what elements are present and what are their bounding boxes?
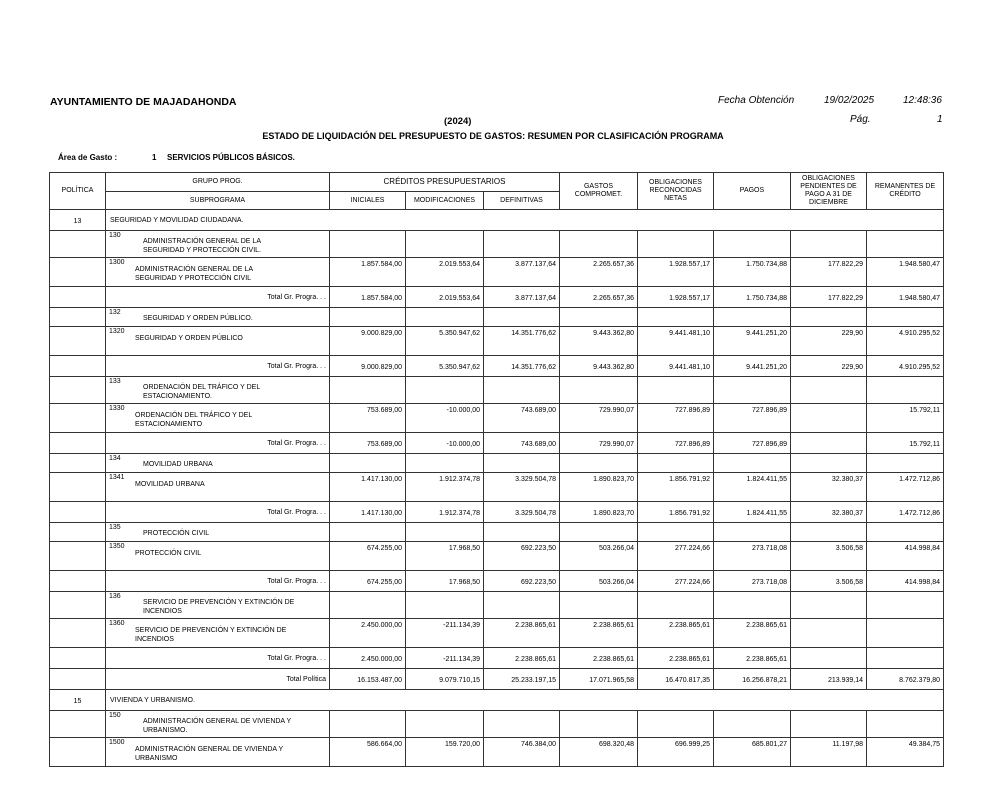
amount-cell: 743.689,00 [484, 433, 560, 454]
amount-cell: 9.441.481,10 [638, 356, 714, 377]
fecha-value: 19/02/2025 [824, 95, 875, 106]
total-grupo-row [50, 433, 944, 454]
amount-cell: 17.968,50 [406, 571, 484, 592]
amount-cell: 698.320,48 [560, 738, 638, 767]
total-grupo-row [50, 287, 944, 308]
amount-cell: 1.857.584,00 [330, 287, 406, 308]
text-cell: 1500 [109, 739, 125, 746]
text-cell: Total Gr. Progra. . . [106, 287, 330, 308]
amount-cell: 2.019.553,64 [406, 287, 484, 308]
text-cell: 130 [109, 232, 121, 239]
amount-cell: 277.224,66 [638, 571, 714, 592]
text-cell: 13 [50, 210, 106, 231]
amount-cell: 2.238.865,61 [638, 648, 714, 669]
text-cell: Total Gr. Progra. . . [106, 356, 330, 377]
text-cell: ADMINISTRACIÓN GENERAL DE LA SEGURIDAD Y PROTECCIÓN CIVIL [135, 266, 253, 282]
subprograma-row [50, 473, 944, 502]
amount-cell: 14.351.776,62 [484, 356, 560, 377]
amount-cell: 9.443.362,80 [560, 356, 638, 377]
amount-cell: 3.877.137,64 [484, 287, 560, 308]
amount-cell: 277.224,66 [638, 542, 714, 571]
text-cell: Total Gr. Progra. . . [106, 571, 330, 592]
text-cell: PROTECCIÓN CIVIL [143, 530, 210, 537]
subprograma-row [50, 738, 944, 767]
text-cell: VIVIENDA Y URBANISMO. [106, 690, 944, 711]
amount-cell: 9.441.251,20 [714, 327, 791, 356]
amount-cell: -211.134,39 [406, 648, 484, 669]
amount-cell: 727.896,89 [638, 433, 714, 454]
amount-cell: 1.417.130,00 [330, 502, 406, 523]
text-cell: PROTECCIÓN CIVIL [135, 550, 202, 557]
amount-cell: 692.223,50 [484, 571, 560, 592]
text-cell: SEGURIDAD Y ORDEN PÚBLICO [135, 335, 243, 342]
col-subprograma: SUBPROGRAMA [106, 192, 330, 210]
col-pendientes: OBLIGACIONES PENDIENTES DE PAGO A 31 DE DICIEMBRE [791, 173, 867, 210]
text-cell: MOVILIDAD URBANA [143, 461, 213, 468]
amount-cell: 17.968,50 [406, 542, 484, 571]
amount-cell: 3.329.504,78 [484, 502, 560, 523]
amount-cell: 1.890.823,70 [560, 502, 638, 523]
amount-cell: 1.928.557,17 [638, 287, 714, 308]
amount-cell: 729.990,07 [560, 433, 638, 454]
amount-cell: 9.443.362,80 [560, 327, 638, 356]
area-name: SERVICIOS PÚBLICOS BÁSICOS. [167, 153, 295, 162]
amount-cell: 1.750.734,88 [714, 287, 791, 308]
amount-cell: -10.000,00 [406, 404, 484, 433]
amount-cell: 753.689,00 [330, 433, 406, 454]
text-cell: Total Gr. Progra. . . [106, 502, 330, 523]
amount-cell: 727.896,89 [714, 404, 791, 433]
text-cell: SERVICIO DE PREVENCIÓN Y EXTINCIÓN DE INCENDIOS [143, 599, 295, 615]
politica-row [50, 210, 944, 231]
col-iniciales: INICIALES [330, 192, 406, 210]
grupo-row [50, 231, 944, 258]
amount-cell: 229,90 [791, 356, 867, 377]
amount-cell: 414.998,84 [867, 542, 944, 571]
amount-cell: 15.792,11 [867, 404, 944, 433]
amount-cell: 729.990,07 [560, 404, 638, 433]
amount-cell: 1.912.374,78 [406, 473, 484, 502]
amount-cell: 674.255,00 [330, 542, 406, 571]
amount-cell: 1.417.130,00 [330, 473, 406, 502]
amount-cell: 159.720,00 [406, 738, 484, 767]
amount-cell: 17.071.965,58 [560, 669, 638, 690]
amount-cell [867, 648, 944, 669]
grupo-row [50, 308, 944, 327]
amount-cell: -10.000,00 [406, 433, 484, 454]
amount-cell: 503.266,04 [560, 571, 638, 592]
amount-cell: 2.450.000,00 [330, 619, 406, 648]
amount-cell: 503.266,04 [560, 542, 638, 571]
grupo-row [50, 711, 944, 738]
amount-cell: 753.689,00 [330, 404, 406, 433]
amount-cell: -211.134,39 [406, 619, 484, 648]
amount-cell: 16.153.487,00 [330, 669, 406, 690]
amount-cell: 1.472.712,86 [867, 473, 944, 502]
col-pagos: PAGOS [714, 173, 791, 210]
amount-cell: 177.822,29 [791, 287, 867, 308]
amount-cell: 3.506,58 [791, 542, 867, 571]
amount-cell: 9.441.481,10 [638, 327, 714, 356]
grupo-row [50, 523, 944, 542]
amount-cell: 229,90 [791, 327, 867, 356]
amount-cell: 2.238.865,61 [484, 619, 560, 648]
amount-cell: 2.238.865,61 [714, 648, 791, 669]
amount-cell: 32.380,37 [791, 502, 867, 523]
col-gastos: GASTOS COMPROMET. [560, 173, 638, 210]
subprograma-row [50, 404, 944, 433]
amount-cell: 16.256.878,21 [714, 669, 791, 690]
total-politica-row [50, 669, 944, 690]
grupo-row [50, 592, 944, 619]
amount-cell: 1.948.580,47 [867, 258, 944, 287]
text-cell: 1350 [109, 543, 125, 550]
report-year: (2024) [444, 116, 472, 127]
col-grupo-prog: GRUPO PROG. [106, 173, 330, 192]
amount-cell: 727.896,89 [638, 404, 714, 433]
amount-cell [791, 648, 867, 669]
text-cell: SEGURIDAD Y MOVILIDAD CIUDADANA. [106, 210, 944, 231]
amount-cell: 674.255,00 [330, 571, 406, 592]
total-grupo-row [50, 356, 944, 377]
amount-cell [791, 619, 867, 648]
text-cell: Total Gr. Progra. . . [106, 433, 330, 454]
amount-cell: 8.762.379,80 [867, 669, 944, 690]
amount-cell: 49.384,75 [867, 738, 944, 767]
subprograma-row [50, 619, 944, 648]
text-cell: ADMINISTRACIÓN GENERAL DE VIVIENDA Y URBANISMO. [143, 718, 292, 734]
amount-cell: 213.939,14 [791, 669, 867, 690]
text-cell: 1300 [109, 259, 125, 266]
subprograma-row [50, 327, 944, 356]
amount-cell: 1.857.584,00 [330, 258, 406, 287]
amount-cell: 1.750.734,88 [714, 258, 791, 287]
amount-cell: 177.822,29 [791, 258, 867, 287]
col-politica: POLÍTICA [50, 173, 106, 210]
amount-cell [867, 619, 944, 648]
amount-cell: 1.472.712,86 [867, 502, 944, 523]
text-cell: MOVILIDAD URBANA [135, 481, 205, 488]
fecha-label: Fecha Obtención [718, 95, 795, 106]
amount-cell: 696.999,25 [638, 738, 714, 767]
amount-cell: 1.948.580,47 [867, 287, 944, 308]
amount-cell: 4.910.295,52 [867, 327, 944, 356]
amount-cell: 2.238.865,61 [560, 648, 638, 669]
amount-cell: 743.689,00 [484, 404, 560, 433]
amount-cell: 3.877.137,64 [484, 258, 560, 287]
amount-cell: 1.856.791,92 [638, 502, 714, 523]
text-cell: ORDENACIÓN DEL TRÁFICO Y DEL ESTACIONAMIENTO [135, 412, 252, 428]
amount-cell: 32.380,37 [791, 473, 867, 502]
page-label: Pág. [850, 114, 871, 125]
amount-cell: 746.384,00 [484, 738, 560, 767]
total-grupo-row [50, 571, 944, 592]
text-cell: 150 [109, 712, 121, 719]
col-modificaciones: MODIFICACIONES [406, 192, 484, 210]
organization-name: AYUNTAMIENTO DE MAJADAHONDA [50, 96, 237, 108]
total-grupo-row [50, 648, 944, 669]
amount-cell: 9.079.710,15 [406, 669, 484, 690]
amount-cell: 2.238.865,61 [638, 619, 714, 648]
text-cell: Total Política [106, 669, 330, 690]
amount-cell [791, 404, 867, 433]
text-cell: 1320 [109, 328, 125, 335]
amount-cell: 14.351.776,62 [484, 327, 560, 356]
grupo-row [50, 454, 944, 473]
report-title: ESTADO DE LIQUIDACIÓN DEL PRESUPUESTO DE GASTOS: RESUMEN POR CLASIFICACIÓN PROGRAMA [262, 131, 724, 141]
text-cell: Total Gr. Progra. . . [106, 648, 330, 669]
amount-cell [791, 433, 867, 454]
text-cell: SEGURIDAD Y ORDEN PÚBLICO. [143, 315, 253, 322]
col-remanentes: REMANENTES DE CRÉDITO [867, 173, 944, 210]
col-obligaciones: OBLIGACIONES RECONOCIDAS NETAS [638, 173, 714, 210]
col-creditos: CRÉDITOS PRESUPUESTARIOS [330, 173, 560, 192]
liquidation-table [49, 172, 944, 767]
text-cell: 15 [50, 690, 106, 711]
amount-cell: 11.197,98 [791, 738, 867, 767]
grupo-row [50, 377, 944, 404]
amount-cell: 5.350.947,62 [406, 327, 484, 356]
amount-cell: 1.912.374,78 [406, 502, 484, 523]
amount-cell: 4.910.295,52 [867, 356, 944, 377]
amount-cell: 1.824.411,55 [714, 473, 791, 502]
amount-cell: 2.265.657,36 [560, 287, 638, 308]
area-number: 1 [152, 153, 157, 162]
text-cell: ADMINISTRACIÓN GENERAL DE LA SEGURIDAD Y PROTECCIÓN CIVIL. [143, 238, 261, 254]
amount-cell: 9.000.829,00 [330, 327, 406, 356]
amount-cell: 273.718,08 [714, 542, 791, 571]
politica-row [50, 690, 944, 711]
amount-cell: 1.890.823,70 [560, 473, 638, 502]
text-cell: ADMINISTRACIÓN GENERAL DE VIVIENDA Y URBANISMO [135, 746, 284, 762]
amount-cell: 15.792,11 [867, 433, 944, 454]
amount-cell: 692.223,50 [484, 542, 560, 571]
amount-cell: 1.856.791,92 [638, 473, 714, 502]
text-cell: 132 [109, 309, 121, 316]
amount-cell: 3.329.504,78 [484, 473, 560, 502]
amount-cell: 2.238.865,61 [714, 619, 791, 648]
amount-cell: 685.801,27 [714, 738, 791, 767]
amount-cell: 2.265.657,36 [560, 258, 638, 287]
amount-cell: 25.233.197,15 [484, 669, 560, 690]
col-definitivas: DEFINITIVAS [484, 192, 560, 210]
amount-cell: 2.238.865,61 [484, 648, 560, 669]
text-cell: 1330 [109, 405, 125, 412]
text-cell: 133 [109, 378, 121, 385]
subprograma-row [50, 542, 944, 571]
amount-cell: 5.350.947,62 [406, 356, 484, 377]
amount-cell: 16.470.817,35 [638, 669, 714, 690]
amount-cell: 1.824.411,55 [714, 502, 791, 523]
text-cell: 136 [109, 593, 121, 600]
subprograma-row [50, 258, 944, 287]
amount-cell: 727.896,89 [714, 433, 791, 454]
amount-cell: 9.000.829,00 [330, 356, 406, 377]
text-cell: 1341 [109, 474, 125, 481]
amount-cell: 2.238.865,61 [560, 619, 638, 648]
text-cell: 134 [109, 455, 121, 462]
text-cell: ORDENACIÓN DEL TRÁFICO Y DEL ESTACIONAMIENTO. [143, 384, 260, 400]
amount-cell: 9.441.251,20 [714, 356, 791, 377]
amount-cell: 1.928.557,17 [638, 258, 714, 287]
hora-value: 12:48:36 [903, 95, 942, 106]
amount-cell: 2.450.000,00 [330, 648, 406, 669]
area-label: Área de Gasto : [58, 153, 118, 162]
amount-cell: 273.718,08 [714, 571, 791, 592]
amount-cell: 3.506,58 [791, 571, 867, 592]
amount-cell: 586.664,00 [330, 738, 406, 767]
amount-cell: 414.998,84 [867, 571, 944, 592]
text-cell: 1360 [109, 620, 125, 627]
text-cell: 135 [109, 524, 121, 531]
page-number: 1 [937, 114, 943, 125]
text-cell: SERVICIO DE PREVENCIÓN Y EXTINCIÓN DE INCENDIOS [135, 627, 287, 643]
total-grupo-row [50, 502, 944, 523]
amount-cell: 2.019.553,64 [406, 258, 484, 287]
